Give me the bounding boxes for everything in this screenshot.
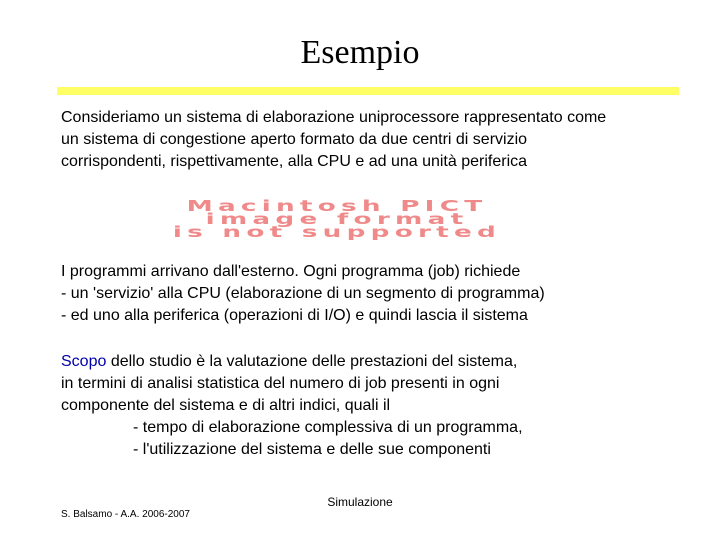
placeholder-line: is not supported [172, 222, 502, 241]
footer-course-title: Simulazione [327, 495, 393, 509]
paragraph-line: in termini di analisi statistica del numero di job presenti in ogni [61, 375, 500, 392]
paragraph-line: I programmi arrivano dall'esterno. Ogni programma (job) richiede [61, 263, 521, 280]
paragraph-intro [61, 107, 701, 173]
paragraph-line: un sistema di congestione aperto formato da due centri di servizio [61, 131, 528, 148]
unsupported-image-placeholder [0, 196, 706, 241]
paragraph-programs [61, 261, 701, 327]
paragraph-line [61, 351, 701, 373]
scope-keyword: Scopo [61, 353, 107, 370]
paragraph-line: - un 'servizio' alla CPU (elaborazione di un segmento di programma) [61, 285, 545, 302]
paragraph-line: - ed uno alla periferica (operazioni di I/O) e quindi lascia il sistema [61, 307, 528, 324]
placeholder-line: Macintosh PICT [186, 196, 488, 215]
scope-line-rest: dello studio è la valutazione delle prestazioni del sistema, [106, 353, 518, 370]
bullet-item: - tempo di elaborazione complessiva di un programma, [133, 419, 523, 436]
bullet-item: - l'utilizzazione del sistema e delle sue componenti [133, 441, 491, 458]
paragraph-line: componente del sistema e di altri indici, quali il [61, 397, 391, 414]
footer-author: S. Balsamo - A.A. 2006-2007 [61, 509, 190, 520]
placeholder-line: image format [205, 209, 469, 228]
paragraph-scope [61, 351, 701, 461]
paragraph-line: corrispondenti, rispettivamente, alla CPU e ad una unità periferica [61, 153, 528, 170]
title-underline-rule [57, 87, 679, 95]
slide-title: Esempio [300, 34, 420, 71]
paragraph-line: Consideriamo un sistema di elaborazione uniprocessore rappresentato come [61, 109, 607, 126]
